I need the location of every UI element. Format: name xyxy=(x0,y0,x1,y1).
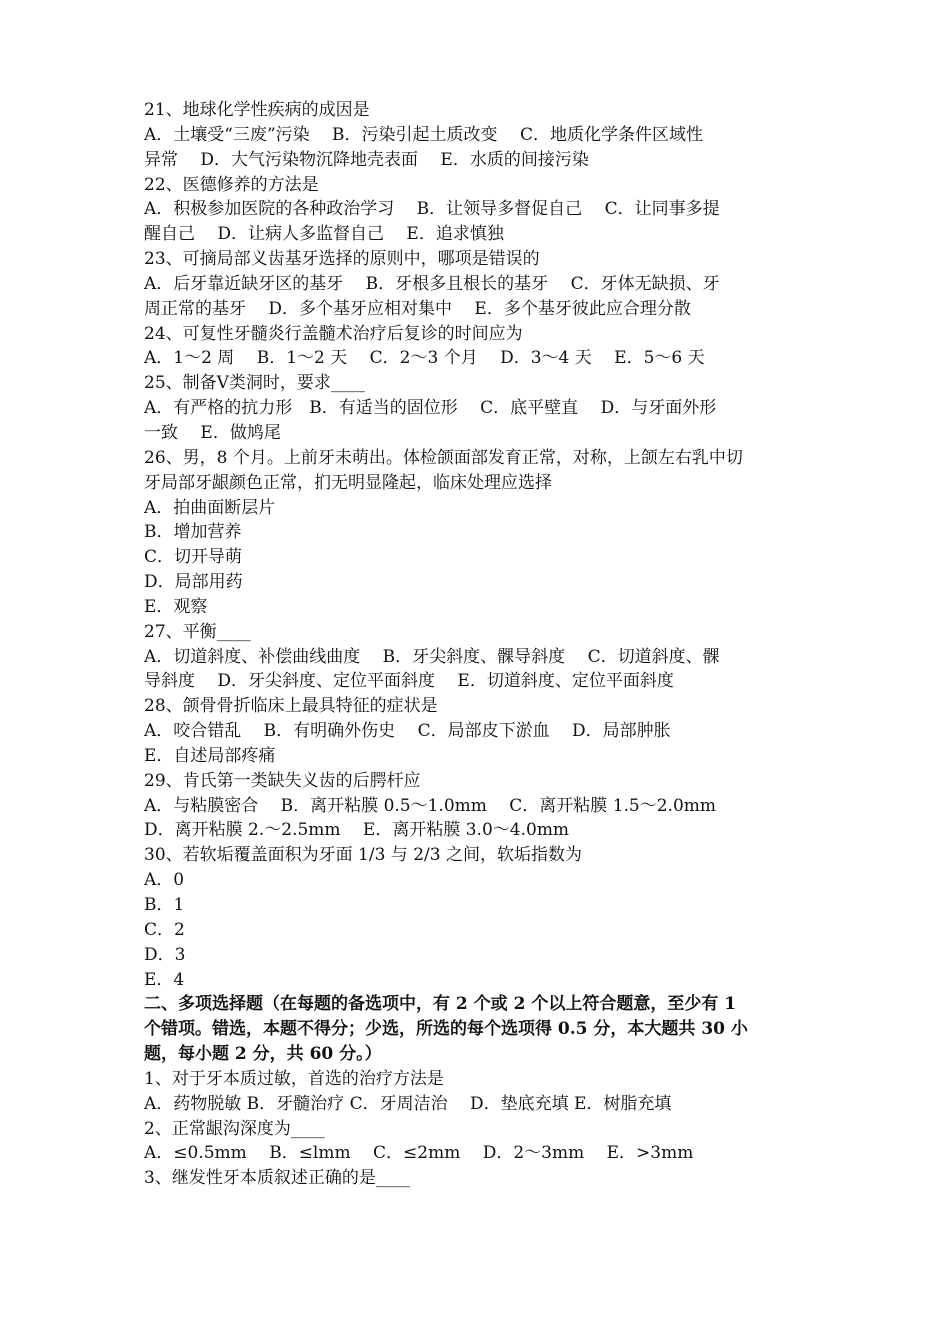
mc-question-3-stem: 3、继发性牙本质叙述正确的是____ xyxy=(144,1168,410,1189)
question-25-stem: 25、制备Ⅴ类洞时，要求____ xyxy=(144,373,365,394)
question-21-stem: 21、地球化学性疾病的成因是 xyxy=(144,100,370,120)
question-23-options-cont: 周正常的基牙 D．多个基牙应相对集中 E．多个基牙彼此应合理分散 xyxy=(144,298,691,319)
question-27-stem: 27、平衡____ xyxy=(144,621,251,642)
question-22-options: A．积极参加医院的各种政治学习 B．让领导多督促自己 C．让同事多提 xyxy=(144,199,720,220)
question-26-stem: 26、男，8 个月。上前牙未萌出。体检颌面部发育正常，对称，上颌左右乳中切 xyxy=(144,447,743,468)
section-heading-multiple-choice-cont-2: 题，每小题 2 分，共 60 分。） xyxy=(144,1044,382,1065)
question-26-option-c: C．切开导萌 xyxy=(144,547,243,568)
mc-question-2-options: A．≤0.5mm B．≤lmm C．≤2mm D．2～3mm E．>3mm xyxy=(144,1143,694,1164)
question-29-options: A．与粘膜密合 B．离开粘膜 0.5～1.0mm C．离开粘膜 1.5～2.0mm xyxy=(144,795,717,816)
mc-question-2-stem: 2、正常龈沟深度为____ xyxy=(144,1118,325,1139)
question-26-option-b: B．增加营养 xyxy=(144,522,242,543)
mc-question-1-stem: 1、对于牙本质过敏，首选的治疗方法是 xyxy=(144,1068,444,1089)
question-30-option-e: E．4 xyxy=(144,969,185,990)
question-26-stem-cont: 牙局部牙龈颜色正常，扪无明显隆起，临床处理应选择 xyxy=(144,472,552,493)
question-30-option-b: B．1 xyxy=(144,895,185,915)
question-22-stem: 22、医德修养的方法是 xyxy=(144,174,319,195)
question-30-option-c: C．2 xyxy=(144,919,185,940)
question-27-options-cont: 导斜度 D．牙尖斜度、定位平面斜度 E．切道斜度、定位平面斜度 xyxy=(144,671,674,692)
question-21-options: A．土壤受“三废”污染 B．污染引起土质改变 C．地质化学条件区域性 xyxy=(144,124,703,145)
question-30-stem: 30、若软垢覆盖面积为牙面 1/3 与 2/3 之间，软垢指数为 xyxy=(144,845,582,866)
exam-content xyxy=(144,98,809,1191)
question-23-stem: 23、可摘局部义齿基牙选择的原则中，哪项是错误的 xyxy=(144,249,540,270)
question-22-options-cont: 醒自己 D．让病人多监督自己 E．追求慎独 xyxy=(144,224,504,245)
question-25-options-cont: 一致 E．做鸠尾 xyxy=(144,422,281,443)
question-30-option-a: A．0 xyxy=(144,870,185,891)
question-26-option-a: A．拍曲面断层片 xyxy=(144,497,276,518)
question-29-options-cont: D．离开粘膜 2.～2.5mm E．离开粘膜 3.0～4.0mm xyxy=(144,820,570,841)
question-24-options: A．1～2 周 B．1～2 天 C．2～3 个月 D．3～4 天 E．5～6 天 xyxy=(144,348,705,369)
question-30-option-d: D．3 xyxy=(144,944,186,965)
mc-question-1-options: A．药物脱敏 B．牙髓治疗 C．牙周洁治 D．垫底充填 E．树脂充填 xyxy=(144,1093,672,1114)
question-24-stem: 24、可复性牙髓炎行盖髓术治疗后复诊的时间应为 xyxy=(144,323,523,344)
question-26-option-e: E．观察 xyxy=(144,596,208,617)
question-28-stem: 28、颌骨骨折临床上最具特征的症状是 xyxy=(144,696,438,717)
question-23-options: A．后牙靠近缺牙区的基牙 B．牙根多且根长的基牙 C．牙体无缺损、牙 xyxy=(144,273,720,294)
question-25-options: A．有严格的抗力形 B．有适当的固位形 C．底平壁直 D．与牙面外形 xyxy=(144,398,717,419)
question-29-stem: 29、肯氏第一类缺失义齿的后腭杆应 xyxy=(144,770,421,791)
question-27-options: A．切道斜度、补偿曲线曲度 B．牙尖斜度、髁导斜度 C．切道斜度、髁 xyxy=(144,646,720,667)
question-28-options-cont: E．自述局部疼痛 xyxy=(144,745,276,766)
question-26-option-d: D．局部用药 xyxy=(144,572,243,593)
question-21-options-cont: 异常 D．大气污染物沉降地壳表面 E．水质的间接污染 xyxy=(144,149,589,170)
question-28-options: A．咬合错乱 B．有明确外伤史 C．局部皮下淤血 D．局部肿胀 xyxy=(144,721,671,742)
section-heading-multiple-choice: 二、多项选择题（在每题的备选项中，有 2 个或 2 个以上符合题意，至少有 1 xyxy=(144,994,737,1015)
section-heading-multiple-choice-cont-1: 个错项。错选，本题不得分；少选，所选的每个选项得 0.5 分，本大题共 30 小 xyxy=(144,1019,748,1040)
